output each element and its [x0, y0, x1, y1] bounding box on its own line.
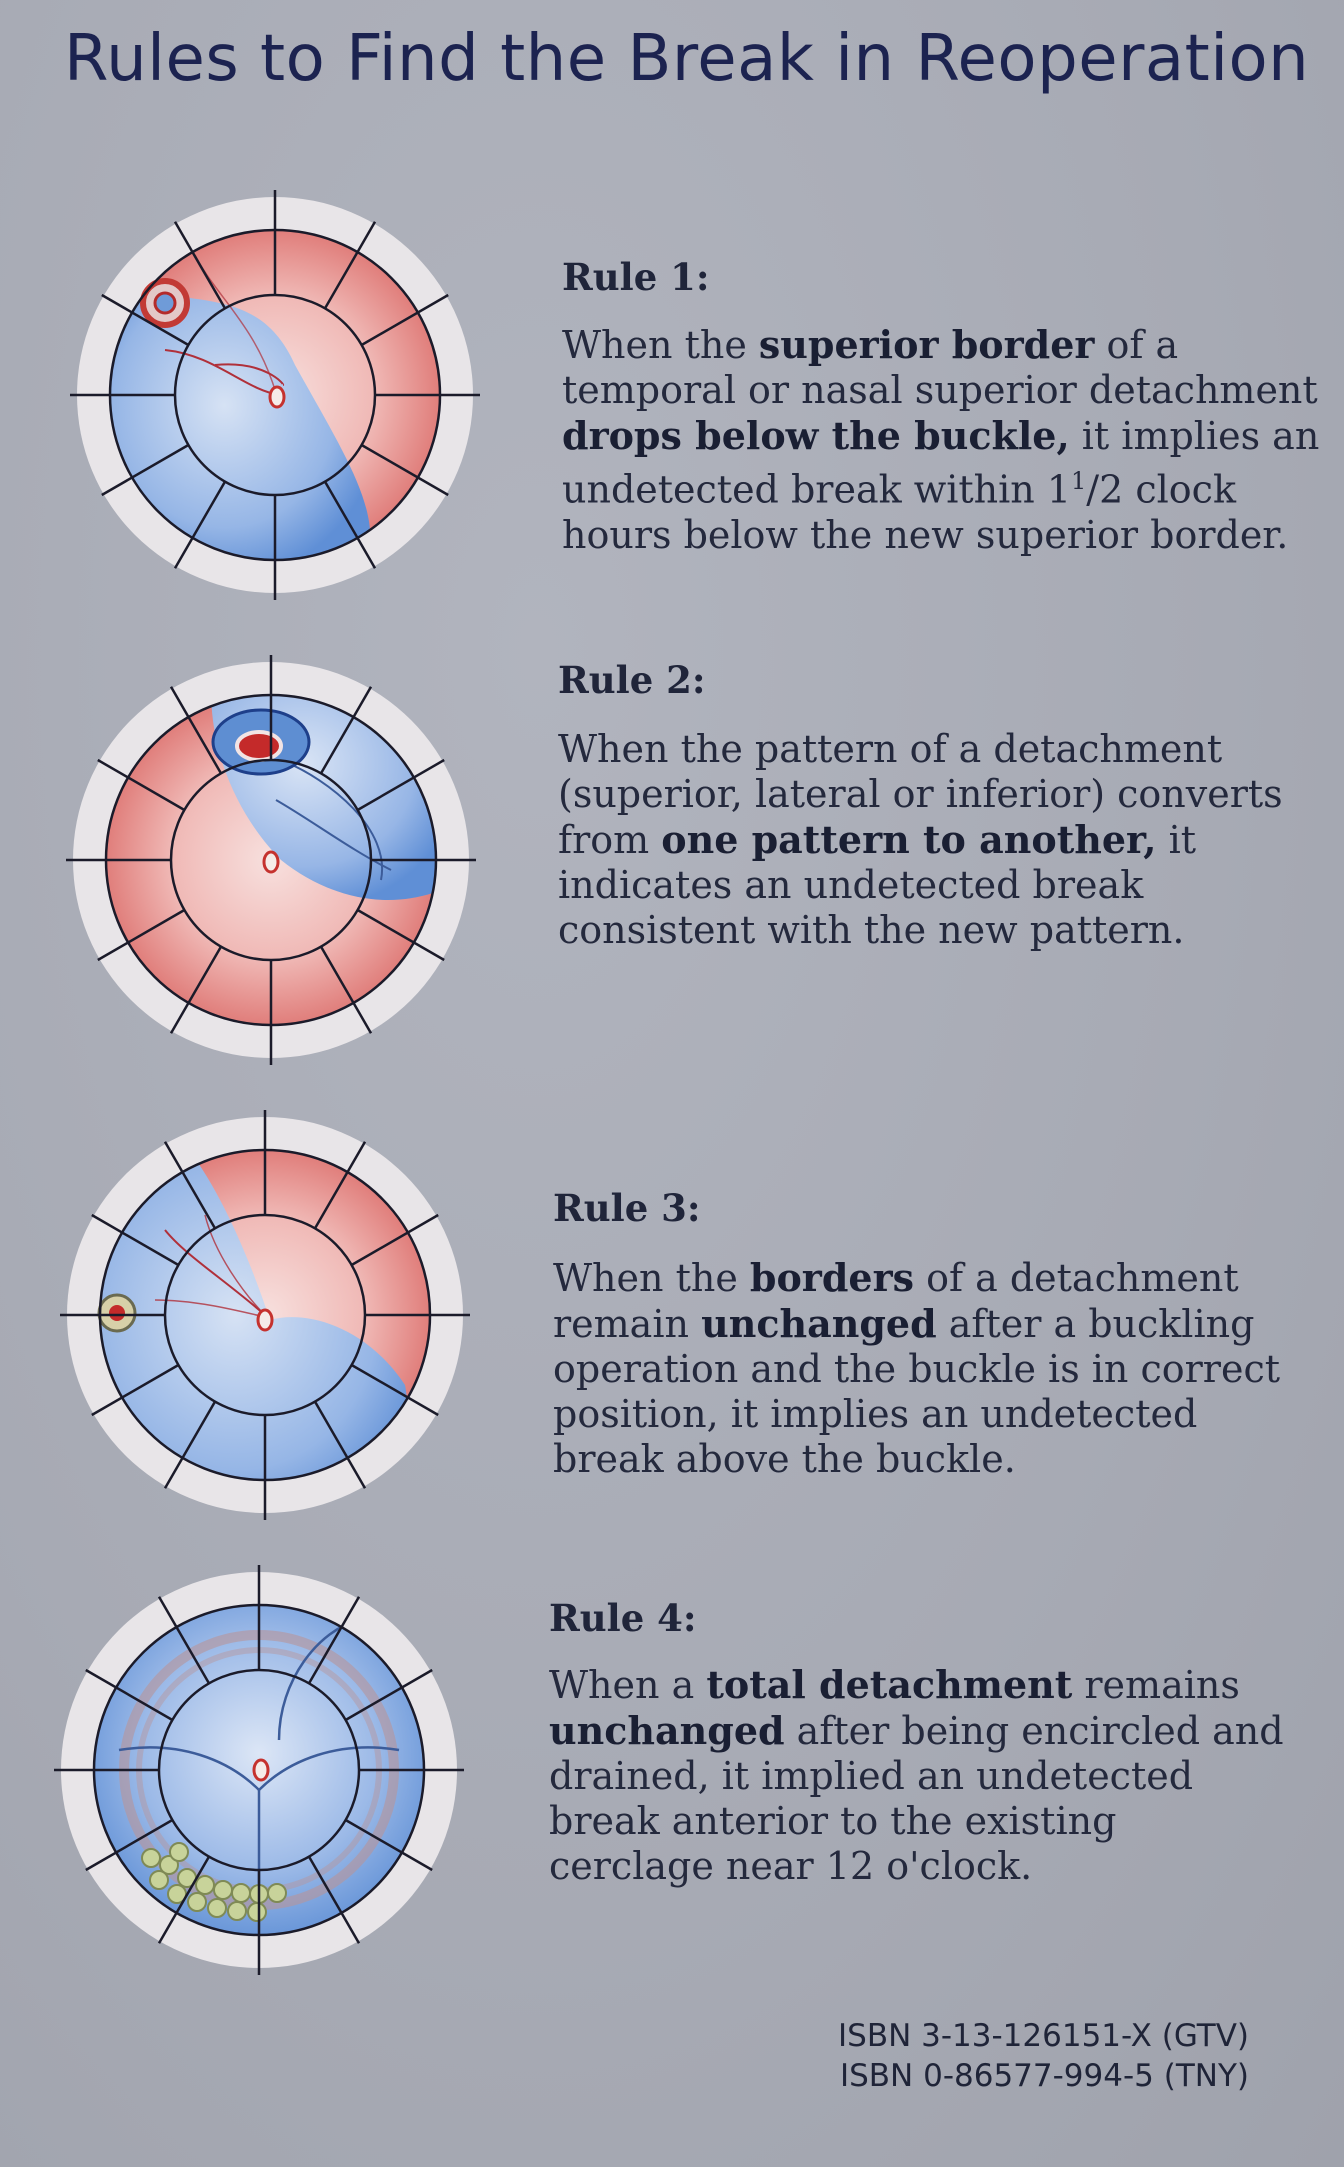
rule-text-line [553, 1255, 1280, 1301]
body-text: operation and the buckle is in correct [553, 1347, 1281, 1391]
rule-text-line [562, 413, 1319, 459]
body-text: break anterior to the existing [549, 1799, 1117, 1843]
body-text: When the [562, 323, 759, 367]
body-text: indicates an undetected break [558, 863, 1144, 907]
rule-text-line [558, 817, 1283, 863]
emphasis-text: total detachment [706, 1662, 1073, 1707]
rule-text-line [553, 1301, 1280, 1347]
rule-text-line [553, 1392, 1280, 1437]
body-text: hours below the new superior border. [562, 512, 1289, 557]
body-text: consistent with the new pattern. [558, 908, 1185, 952]
rule-text-line [558, 908, 1283, 953]
rule-text-line [549, 1754, 1284, 1799]
body-text: When the [553, 1256, 750, 1300]
retina-diagram-rule-2 [66, 655, 476, 1065]
rule-text-line [549, 1799, 1284, 1844]
emphasis-text: unchanged [701, 1301, 937, 1346]
body-text: cerclage near 12 o'clock. [549, 1844, 1033, 1888]
rule-text-line [558, 863, 1283, 908]
rule-text-line [562, 322, 1319, 368]
rule-text-line [558, 727, 1283, 772]
body-text: When the pattern of a detachment [558, 727, 1223, 771]
body-text: remain [553, 1302, 702, 1346]
rule-heading: Rule 3: [553, 1186, 701, 1230]
page-title: Rules to Find the Break in Reoperation [64, 22, 1310, 96]
isbn-line: ISBN 3-13-126151-X (GTV) [838, 2018, 1249, 2054]
body-text: after being encircled and [784, 1709, 1284, 1753]
rule-text-line [562, 368, 1319, 413]
rule-heading: Rule 1: [562, 255, 710, 299]
rule-text-line [549, 1844, 1284, 1889]
body-text: of a [1094, 323, 1179, 367]
rule-text-line [549, 1662, 1284, 1708]
optic-disc [270, 387, 284, 407]
optic-disc [258, 1310, 272, 1330]
body-text: /2 clock [1086, 467, 1236, 512]
retina-diagram-rule-1 [70, 190, 480, 600]
emphasis-text: unchanged [549, 1708, 785, 1753]
body-text: after a buckling [936, 1302, 1255, 1346]
retinal-break-with-buckle [213, 710, 309, 774]
emphasis-text: drops below the buckle, [562, 413, 1070, 458]
retina-diagram-rule-4 [54, 1565, 464, 1975]
retinal-break-with-buckle [99, 1295, 135, 1331]
rule-text-line [562, 459, 1319, 513]
body-text: 1 [1071, 467, 1087, 495]
rule-heading: Rule 2: [558, 658, 706, 702]
body-text: position, it implies an undetected [553, 1392, 1198, 1436]
isbn-block [838, 2018, 1249, 2094]
emphasis-text: one pattern to another, [661, 817, 1157, 862]
rule-text-line [562, 513, 1319, 558]
body-text: drained, it implied an undetected [549, 1754, 1194, 1798]
body-text: it implies an [1069, 414, 1320, 458]
rule-text-line [558, 772, 1283, 817]
body-text: of a detachment [914, 1256, 1239, 1300]
rule-text [558, 727, 1283, 953]
rule-text [553, 1255, 1280, 1482]
body-text: remains [1072, 1663, 1240, 1707]
body-text: break above the buckle. [553, 1437, 1016, 1481]
body-text: When a [549, 1663, 707, 1707]
rule-heading: Rule 4: [549, 1596, 697, 1640]
body-text: (superior, lateral or inferior) converts [558, 772, 1283, 816]
rule-text-line [553, 1347, 1280, 1392]
body-text: undetected break within 1 [562, 467, 1072, 512]
emphasis-text: borders [749, 1255, 914, 1300]
rule-text [562, 322, 1319, 558]
rule-text-line [549, 1708, 1284, 1754]
emphasis-text: superior border [758, 322, 1095, 367]
rule-text-line [553, 1437, 1280, 1482]
isbn-line: ISBN 0-86577-994-5 (TNY) [839, 2058, 1249, 2094]
optic-disc [264, 852, 278, 872]
body-text: from [558, 818, 662, 862]
body-text: temporal or nasal superior detachment [562, 368, 1318, 412]
retina-diagram-rule-3 [60, 1110, 470, 1520]
optic-disc [254, 1760, 268, 1780]
rule-text [549, 1662, 1284, 1889]
body-text: it [1156, 818, 1197, 862]
